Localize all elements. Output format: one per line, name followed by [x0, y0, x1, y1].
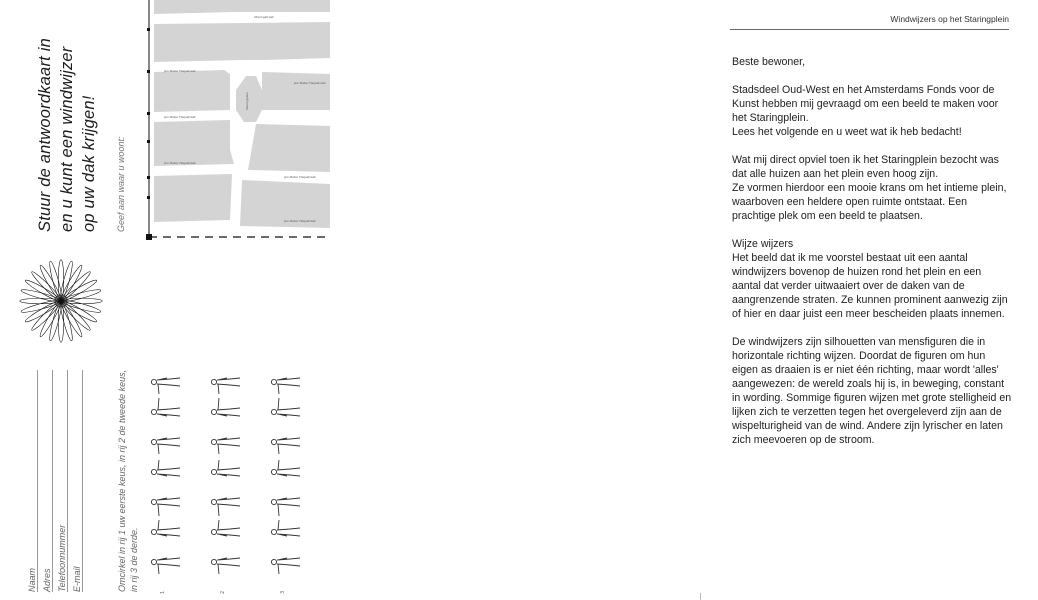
reply-form [24, 370, 84, 592]
svg-text:Staringstraat: Staringstraat [254, 15, 274, 19]
sunburst-petal [59, 270, 92, 303]
sunburst-petal [59, 299, 92, 332]
svg-text:Jan Pieter Heijestraat: Jan Pieter Heijestraat [294, 81, 326, 85]
page-header: Windwijzers op het Staringplein [730, 14, 1009, 30]
windwijzer-figure[interactable] [211, 498, 240, 516]
windwijzer-figure[interactable] [271, 520, 300, 536]
name-field[interactable] [24, 370, 38, 592]
windwijzer-figure[interactable] [271, 398, 300, 416]
heading-line: Stuur de antwoordkaart in [36, 38, 54, 232]
email-field[interactable] [69, 370, 83, 592]
windwijzer-figure[interactable] [271, 498, 300, 516]
paragraph [732, 153, 1012, 223]
instruction-line: Omcirkel in rij 1 uw eerste keus, in rij 2 de tweede keus, [117, 369, 127, 592]
sunburst-petal [58, 301, 64, 342]
sunburst-petal [30, 270, 63, 303]
svg-text:Jan Pieter Heijestraat: Jan Pieter Heijestraat [164, 161, 196, 165]
windwijzer-figure[interactable] [211, 520, 240, 536]
svg-text:Jan Pieter Heijestraat: Jan Pieter Heijestraat [284, 175, 316, 179]
row-label: 3 [280, 590, 286, 594]
windwijzer-figure[interactable] [151, 438, 180, 454]
email-label: E-mail [72, 566, 82, 592]
phone-label: Telefoonnummer [57, 524, 67, 592]
figure-choices [150, 370, 330, 600]
windwijzer-figure[interactable] [151, 460, 180, 476]
instructions [116, 370, 140, 592]
letter-body [732, 55, 1012, 461]
map-caption: Geef aan waar u woont: [116, 136, 126, 232]
sunburst-petal [30, 299, 63, 332]
sentence: Ze vormen hierdoor een mooie krans om het intieme plein, waarboven een heldere open ruimte ontstaat. Een prachtige plek om een beeld te plaatsen. [732, 182, 1007, 222]
windwijzer-figure[interactable] [271, 438, 300, 454]
windwijzer-figure[interactable] [151, 498, 180, 516]
windwijzer-figure[interactable] [271, 460, 300, 476]
windwijzer-figure[interactable] [151, 558, 180, 574]
page-divider [700, 593, 701, 600]
name-label: Naam [27, 567, 37, 592]
windwijzer-figure[interactable] [271, 378, 300, 394]
row-label: 1 [160, 590, 166, 594]
row-label: 2 [220, 590, 226, 594]
address-field[interactable] [39, 370, 53, 592]
sunburst-petal [61, 298, 102, 304]
street-map [144, 0, 330, 242]
svg-text:Jan Pieter Heijestraat: Jan Pieter Heijestraat [284, 219, 316, 223]
phone-field[interactable] [54, 370, 68, 592]
heading-line: en u kunt een windwijzer [58, 46, 76, 232]
sunburst-petal [20, 298, 61, 304]
svg-text:Staringplein: Staringplein [245, 91, 249, 110]
windwijzer-figure[interactable] [151, 520, 180, 536]
windwijzer-figure[interactable] [151, 398, 180, 416]
windwijzer-figure[interactable] [211, 398, 240, 416]
windwijzer-figure[interactable] [211, 460, 240, 476]
paragraph [732, 83, 1012, 139]
svg-text:Jan Pieter Heijestraat: Jan Pieter Heijestraat [164, 69, 196, 73]
address-label: Adres [42, 568, 52, 592]
card-heading [34, 38, 100, 232]
sentence: Stadsdeel Oud-West en het Amsterdams Fonds voor de Kunst hebben mij gevraagd om een beeld te maken voor het Staringplein. [732, 84, 999, 124]
sentence: Wat mij direct opviel toen ik het Staringplein bezocht was dat alle huizen aan het plein even hoog zijn. [732, 154, 999, 180]
sunburst-logo [18, 258, 104, 344]
windwijzer-figure[interactable] [151, 378, 180, 394]
heading-line: op uw dak krijgen! [80, 95, 98, 232]
windwijzer-figure[interactable] [271, 558, 300, 574]
windwijzer-figure[interactable] [211, 438, 240, 454]
paragraph: De windwijzers zijn silhouetten van mensfiguren die in horizontale richting wijzen. Doordat de figuren om hun eigen as draaien is er niet één richting, maar wordt 'alles' aangewezen: de wereld zoals hij is, in beweging, constant in wording. Sommige figuren wijzen met grote stelligheid en lijken zich te verzetten tegen het overgeleverd zijn aan de wispelturigheid van de wind. Andere zijn lyrischer en laten zich meevoeren op de stroom. [732, 336, 1012, 446]
windwijzer-figure[interactable] [211, 378, 240, 394]
sentence: Lees het volgende en u weet wat ik heb bedacht! [732, 126, 962, 138]
windwijzer-figure[interactable] [211, 558, 240, 574]
svg-text:Jan Pieter Heijestraat: Jan Pieter Heijestraat [164, 115, 196, 119]
instruction-line: in rij 3 de derde. [129, 527, 139, 592]
salutation: Beste bewoner, [732, 56, 806, 68]
section-title: Wijze wijzers [732, 238, 794, 250]
sunburst-petal [58, 260, 64, 301]
paragraph: Het beeld dat ik me voorstel bestaat uit een aantal windwijzers bovenop de huizen rond het plein en een aantal dat verder uitwaaiert over de daken van de aangrenzende straten. Ze kunnen prominent aanwezig zijn of hier en daar juist een meer bescheiden plaats innemen. [732, 252, 1008, 320]
